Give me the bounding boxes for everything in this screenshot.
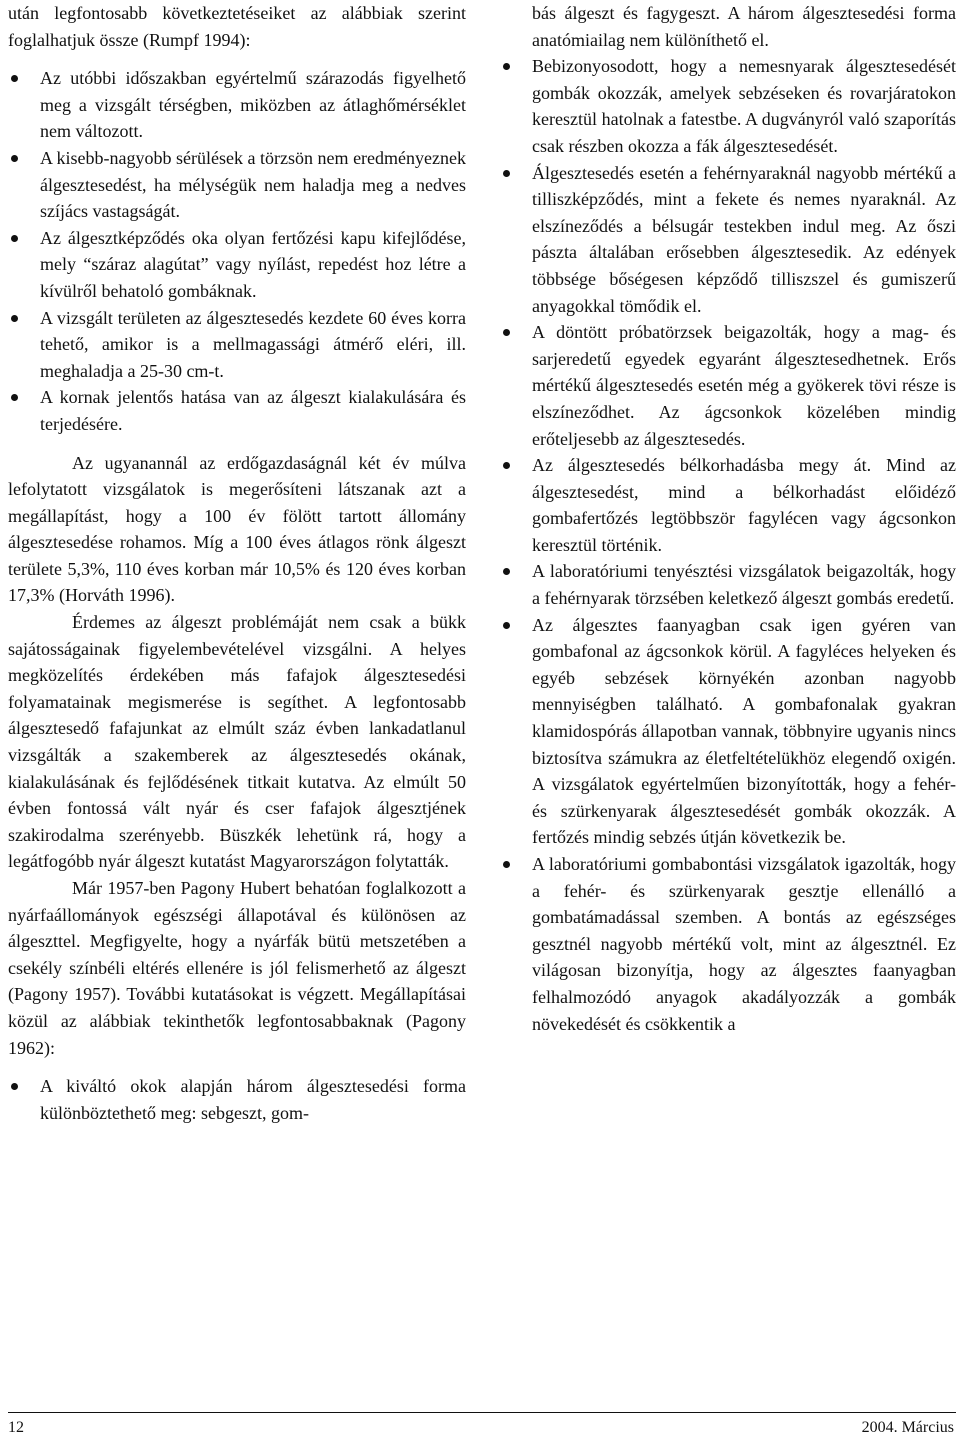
list-item: Az álgesztesedés bélkorhadásba megy át. Mind az álgesztesedést, mind a bélkorhadást előidéző gombafertőzés legtöbbször fagylécen vagy ágcsonkon keresztül történik. [500, 452, 956, 558]
list-item: Az álgesztképződés oka olyan fertőzési kapu kifejlődése, mely “száraz alagútat” vagy nyílást, repedést hoz létre a kívülről behatoló gombáknak. [8, 225, 466, 305]
left-column [8, 0, 466, 1126]
list-item: A kornak jelentős hatása van az álgeszt kialakulására és terjedésére. [8, 384, 466, 437]
list-item: A kiváltó okok alapján három álgesztesedési forma különböztethető meg: sebgeszt, gom- [8, 1073, 466, 1126]
body-paragraph: Érdemes az álgeszt problémáját nem csak a bükk sajátosságainak figyelembevételével vizsgálni. A helyes megközelítés érdekében más fafajok álgesztesedési folyamatainak megismerése is segíthet. A legfontosabb álgesztesedő fafajunkat az elmúlt száz évben lankadatlanul vizsgálták a szakemberek az álgesztesedés okának, kialakulásának és fejlődésének titkait kutatva. Az elmúlt 50 évben fontossá vált nyár és cser fafajok álgesztjének szakirodalma szerényebb. Büszkék lehetünk rá, hogy a legátfogóbb nyár álgeszt kutatást Magyarországon folytatták. [8, 612, 466, 872]
page-number: 12 [8, 1419, 24, 1436]
list-item: Bebizonyosodott, hogy a nemesnyarak álgesztesedését gombák okozzák, amelyek sebzéseken és rovarjáratokon keresztül hatolnak a fatestbe. A dugványról való szaporítás csak részben okozza a fák álgesztesedését. [500, 53, 956, 159]
issue-date-text: 2004. Március [861, 1419, 954, 1436]
list-item: A kisebb-nagyobb sérülések a törzsön nem eredményeznek álgesztesedést, ha mélységük nem haladja meg a nedves szíjács vastagságát. [8, 145, 466, 225]
list-item: Az álgesztes faanyagban csak igen gyéren van gombafonal az ágcsonkok körül. A fagyléces helyeken és egyéb sebzések környékén azonban nagyobb mennyiségben található. A gombafonalak gyakran klamidospórás állapotban vannak, többnyire ugyanis nincs biztosítva számukra az életfeltételükhöz elegendő oxigén. A vizsgálatok egyértelműen bizonyították, hogy a fehér- és szürkenyarak álgesztesedését gombák okozzák. A fertőzés mindig sebzés útján következik be. [500, 612, 956, 851]
list-item: Álgesztesedés esetén a fehérnyaraknál nagyobb mértékű a tilliszképződés, mint a fekete és nemes nyaraknál. Az elszíneződés a bélsugár testekben indul meg. Az őszi pászta általában erősebben álgesztesedik. Az edények többsége bőségesen képződő tilliszszel és gumiszerű anyagokkal tömődik el. [500, 160, 956, 320]
intro-paragraph: után legfontosabb következtetéseiket az alábbiak szerint foglalhatjuk össze (Rumpf 1994): [8, 3, 466, 50]
findings-list-pagony-continued [500, 53, 956, 1037]
right-column [500, 0, 956, 1037]
footer-divider [8, 1412, 956, 1413]
list-item: A laboratóriumi tenyésztési vizsgálatok beigazolták, hogy a fehérnyarak törzsében keletkező álgeszt gombás eredetű. [500, 558, 956, 611]
list-item-continuation: bás álgeszt és fagygeszt. A három álgesztesedési forma anatómiailag nem különíthető el. [532, 3, 956, 50]
list-item: A döntött próbatörzsek beigazolták, hogy a mag- és sarjeredetű egyedek egyaránt álgesztesedhetnek. Erős mértékű álgesztesedés esetén még a gyökerek tövi része is elszíneződhet. Az ágcsonkok közelében mindig erőteljesebb az álgesztesedés. [500, 319, 956, 452]
body-paragraph: Már 1957-ben Pagony Hubert behatóan foglalkozott a nyárfaállományok egészségi állapotával és különösen az álgeszttel. Megfigyelte, hogy a nyárfák bütü metszetében a csekély színbéli eltérés ellenére is jól felismerhető az álgeszt (Pagony 1957). További kutatásokat is végzett. Megállapításai közül az alábbiak tekinthetők legfontosabbaknak (Pagony 1962): [8, 878, 466, 1058]
list-item: A vizsgált területen az álgesztesedés kezdete 60 éves korra tehető, amikor is a mellmagassági átmérő eléri, ill. meghaladja a 25-30 cm-t. [8, 305, 466, 385]
findings-list-rumpf [8, 65, 466, 437]
body-paragraph: Az ugyanannál az erdőgazdaságnál két év múlva lefolytatott vizsgálatok is megerősíteni látszanak azt a megállapítást, hogy a 100 év fölött tartott állomány álgesztesedése rohamos. Míg a 100 éves átlagos rönk álgeszt területe 5,3%, 110 éves korban már 10,5% és 120 éves korban 17,3% (Horváth 1996). [8, 452, 466, 606]
list-item: Az utóbbi időszakban egyértelmű szárazodás figyelhető meg a vizsgált térségben, miközben az átlaghőmérséklet nem változott. [8, 65, 466, 145]
issue-date [862, 1418, 954, 1438]
findings-list-pagony [8, 1073, 466, 1126]
list-item: A laboratóriumi gombabontási vizsgálatok igazolták, hogy a fehér- és szürkenyarak gesztje ellenálló a gombatámadással szemben. A bontás az egészséges gesztnél nagyobb mértékű volt, mint az álgesztnél. Ez világosan bizonyítja, hogy az álgesztes faanyagban felhalmozódó anyagok akadályozzák a gombák növekedését és csökkentik a [500, 851, 956, 1037]
